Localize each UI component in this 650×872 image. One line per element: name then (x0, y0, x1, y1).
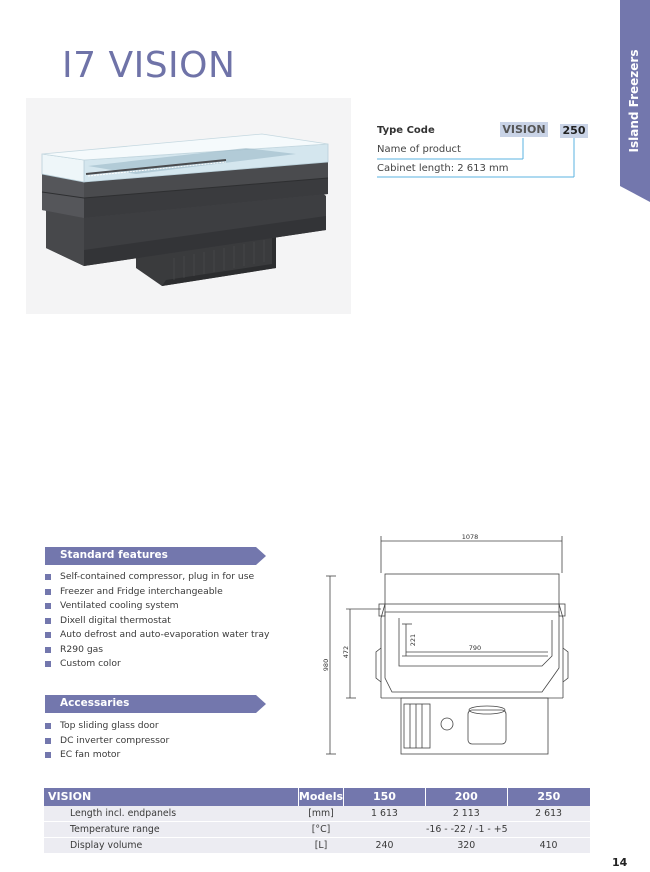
table-row-name: Length incl. endpanels (44, 806, 298, 822)
table-row (44, 822, 590, 838)
page-title: I7 VISION (62, 45, 236, 86)
bullet-icon (45, 603, 51, 609)
dim-tray-height-label: 221 (409, 633, 417, 647)
type-code-name-box: VISION (500, 122, 548, 137)
table-model-200: 200 (425, 788, 507, 806)
table-cell: 240 (344, 838, 426, 854)
bullet-icon (45, 632, 51, 638)
page-number: 14 (612, 856, 628, 869)
table-cell: 320 (425, 838, 507, 854)
table-cell: 410 (507, 838, 590, 854)
list-item: Self-contained compressor, plug in for use (45, 570, 270, 585)
table-row-name: Display volume (44, 838, 298, 854)
bullet-icon (45, 723, 51, 729)
product-photo (26, 98, 351, 314)
dim-tray-width-label: 790 (468, 644, 482, 652)
table-cell: 2 613 (507, 806, 590, 822)
type-code-row-length: Cabinet length: 2 613 mm (377, 163, 509, 174)
table-model-150: 150 (344, 788, 426, 806)
dim-inner-height-label: 472 (342, 645, 350, 659)
standard-features-list (45, 570, 270, 672)
list-item: DC inverter compressor (45, 734, 169, 749)
bullet-icon (45, 618, 51, 624)
type-code-block (377, 120, 587, 180)
type-code-connector-lines (377, 120, 587, 180)
list-item: Top sliding glass door (45, 719, 169, 734)
bullet-icon (45, 752, 51, 758)
table-row (44, 838, 590, 854)
bullet-icon (45, 647, 51, 653)
type-code-label: Type Code (377, 125, 435, 136)
table-header-row (44, 788, 590, 806)
list-item: Auto defrost and auto-evaporation water tray (45, 628, 270, 643)
side-tab-label: Island Freezers (627, 49, 641, 153)
table-model-250: 250 (507, 788, 590, 806)
list-item: Ventilated cooling system (45, 599, 270, 614)
list-item: EC fan motor (45, 748, 169, 763)
accessories-list (45, 719, 169, 763)
technical-drawing (322, 528, 577, 760)
table-models-label: Models (298, 788, 343, 806)
table-cell-merged: -16 - -22 / -1 - +5 (344, 822, 590, 838)
spec-table (44, 788, 590, 854)
table-cell: 1 613 (344, 806, 426, 822)
dim-height-label: 980 (322, 658, 330, 672)
table-row-unit: [L] (298, 838, 343, 854)
table-row (44, 806, 590, 822)
table-row-unit: [mm] (298, 806, 343, 822)
table-cell: 2 113 (425, 806, 507, 822)
bullet-icon (45, 738, 51, 744)
bullet-icon (45, 589, 51, 595)
table-row-unit: [°C] (298, 822, 343, 838)
list-item: R290 gas (45, 643, 270, 658)
type-code-size-box: 250 (560, 124, 588, 138)
list-item: Custom color (45, 657, 270, 672)
table-row-name: Temperature range (44, 822, 298, 838)
list-item: Freezer and Fridge interchangeable (45, 585, 270, 600)
accessories-header: Accessaries (60, 697, 130, 709)
bullet-icon (45, 661, 51, 667)
list-item: Dixell digital thermostat (45, 614, 270, 629)
table-product-name: VISION (44, 788, 298, 806)
bullet-icon (45, 574, 51, 580)
standard-features-header: Standard features (60, 549, 168, 561)
dim-width-label: 1078 (461, 533, 479, 541)
type-code-row-name: Name of product (377, 144, 461, 155)
